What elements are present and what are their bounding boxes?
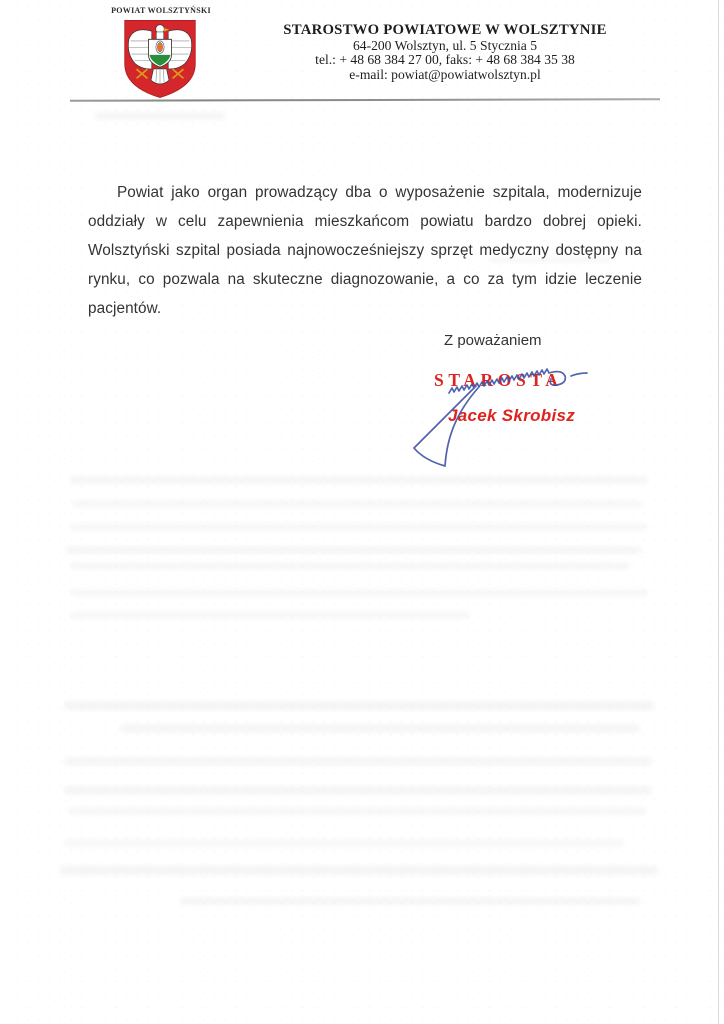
letterhead <box>270 23 620 83</box>
closing-phrase: Z poważaniem <box>444 332 542 349</box>
bleed-through-line <box>95 112 225 120</box>
email-line: e-mail: powiat@powiatwolsztyn.pl <box>349 67 541 83</box>
bleed-through-line <box>70 611 470 619</box>
phone-fax-line: tel.: + 48 68 384 27 00, faks: + 48 68 384 35 38 <box>315 52 575 68</box>
address-line: 64-200 Wolsztyn, ul. 5 Stycznia 5 <box>352 37 538 53</box>
crest-caption: POWIAT WOLSZTYŃSKI <box>111 6 211 15</box>
bleed-through-line <box>180 897 640 905</box>
bleed-through-line <box>60 866 658 875</box>
coat-of-arms-icon <box>119 18 201 100</box>
bleed-through-line <box>120 724 640 733</box>
pen-signature-icon <box>395 368 607 480</box>
organization-name: STAROSTWO POWIATOWE W WOLSZTYNIE <box>283 22 607 38</box>
scan-page-edge <box>718 0 719 1024</box>
bleed-through-line <box>68 807 646 815</box>
bleed-through-line <box>70 523 648 531</box>
signer-title: STAROSTA <box>434 370 563 390</box>
bleed-through-line <box>70 562 630 570</box>
letter-paragraph: Powiat jako organ prowadzący dba o wyposażenie szpitala, modernizuje oddziały w celu zapewnienia mieszkańcom powiatu bardzo dobrej opieki. Wolsztyński szpital posiada najnowocześniejszy sprzęt medyczny dostępny na rynku, co pozwala na skuteczne diagnozowanie, a co za tym idzie leczenie pacjentów. <box>88 184 642 318</box>
bleed-through-line <box>64 757 652 766</box>
bleed-through-line <box>66 546 641 554</box>
signer-name: Jacek Skrobisz <box>448 406 576 425</box>
bleed-through-line <box>64 839 624 847</box>
bleed-through-line <box>72 500 642 508</box>
header-divider <box>70 98 660 102</box>
bleed-through-line <box>64 786 652 795</box>
bleed-through-line <box>64 701 654 710</box>
bleed-through-line <box>70 589 648 597</box>
coat-of-arms <box>119 18 201 100</box>
